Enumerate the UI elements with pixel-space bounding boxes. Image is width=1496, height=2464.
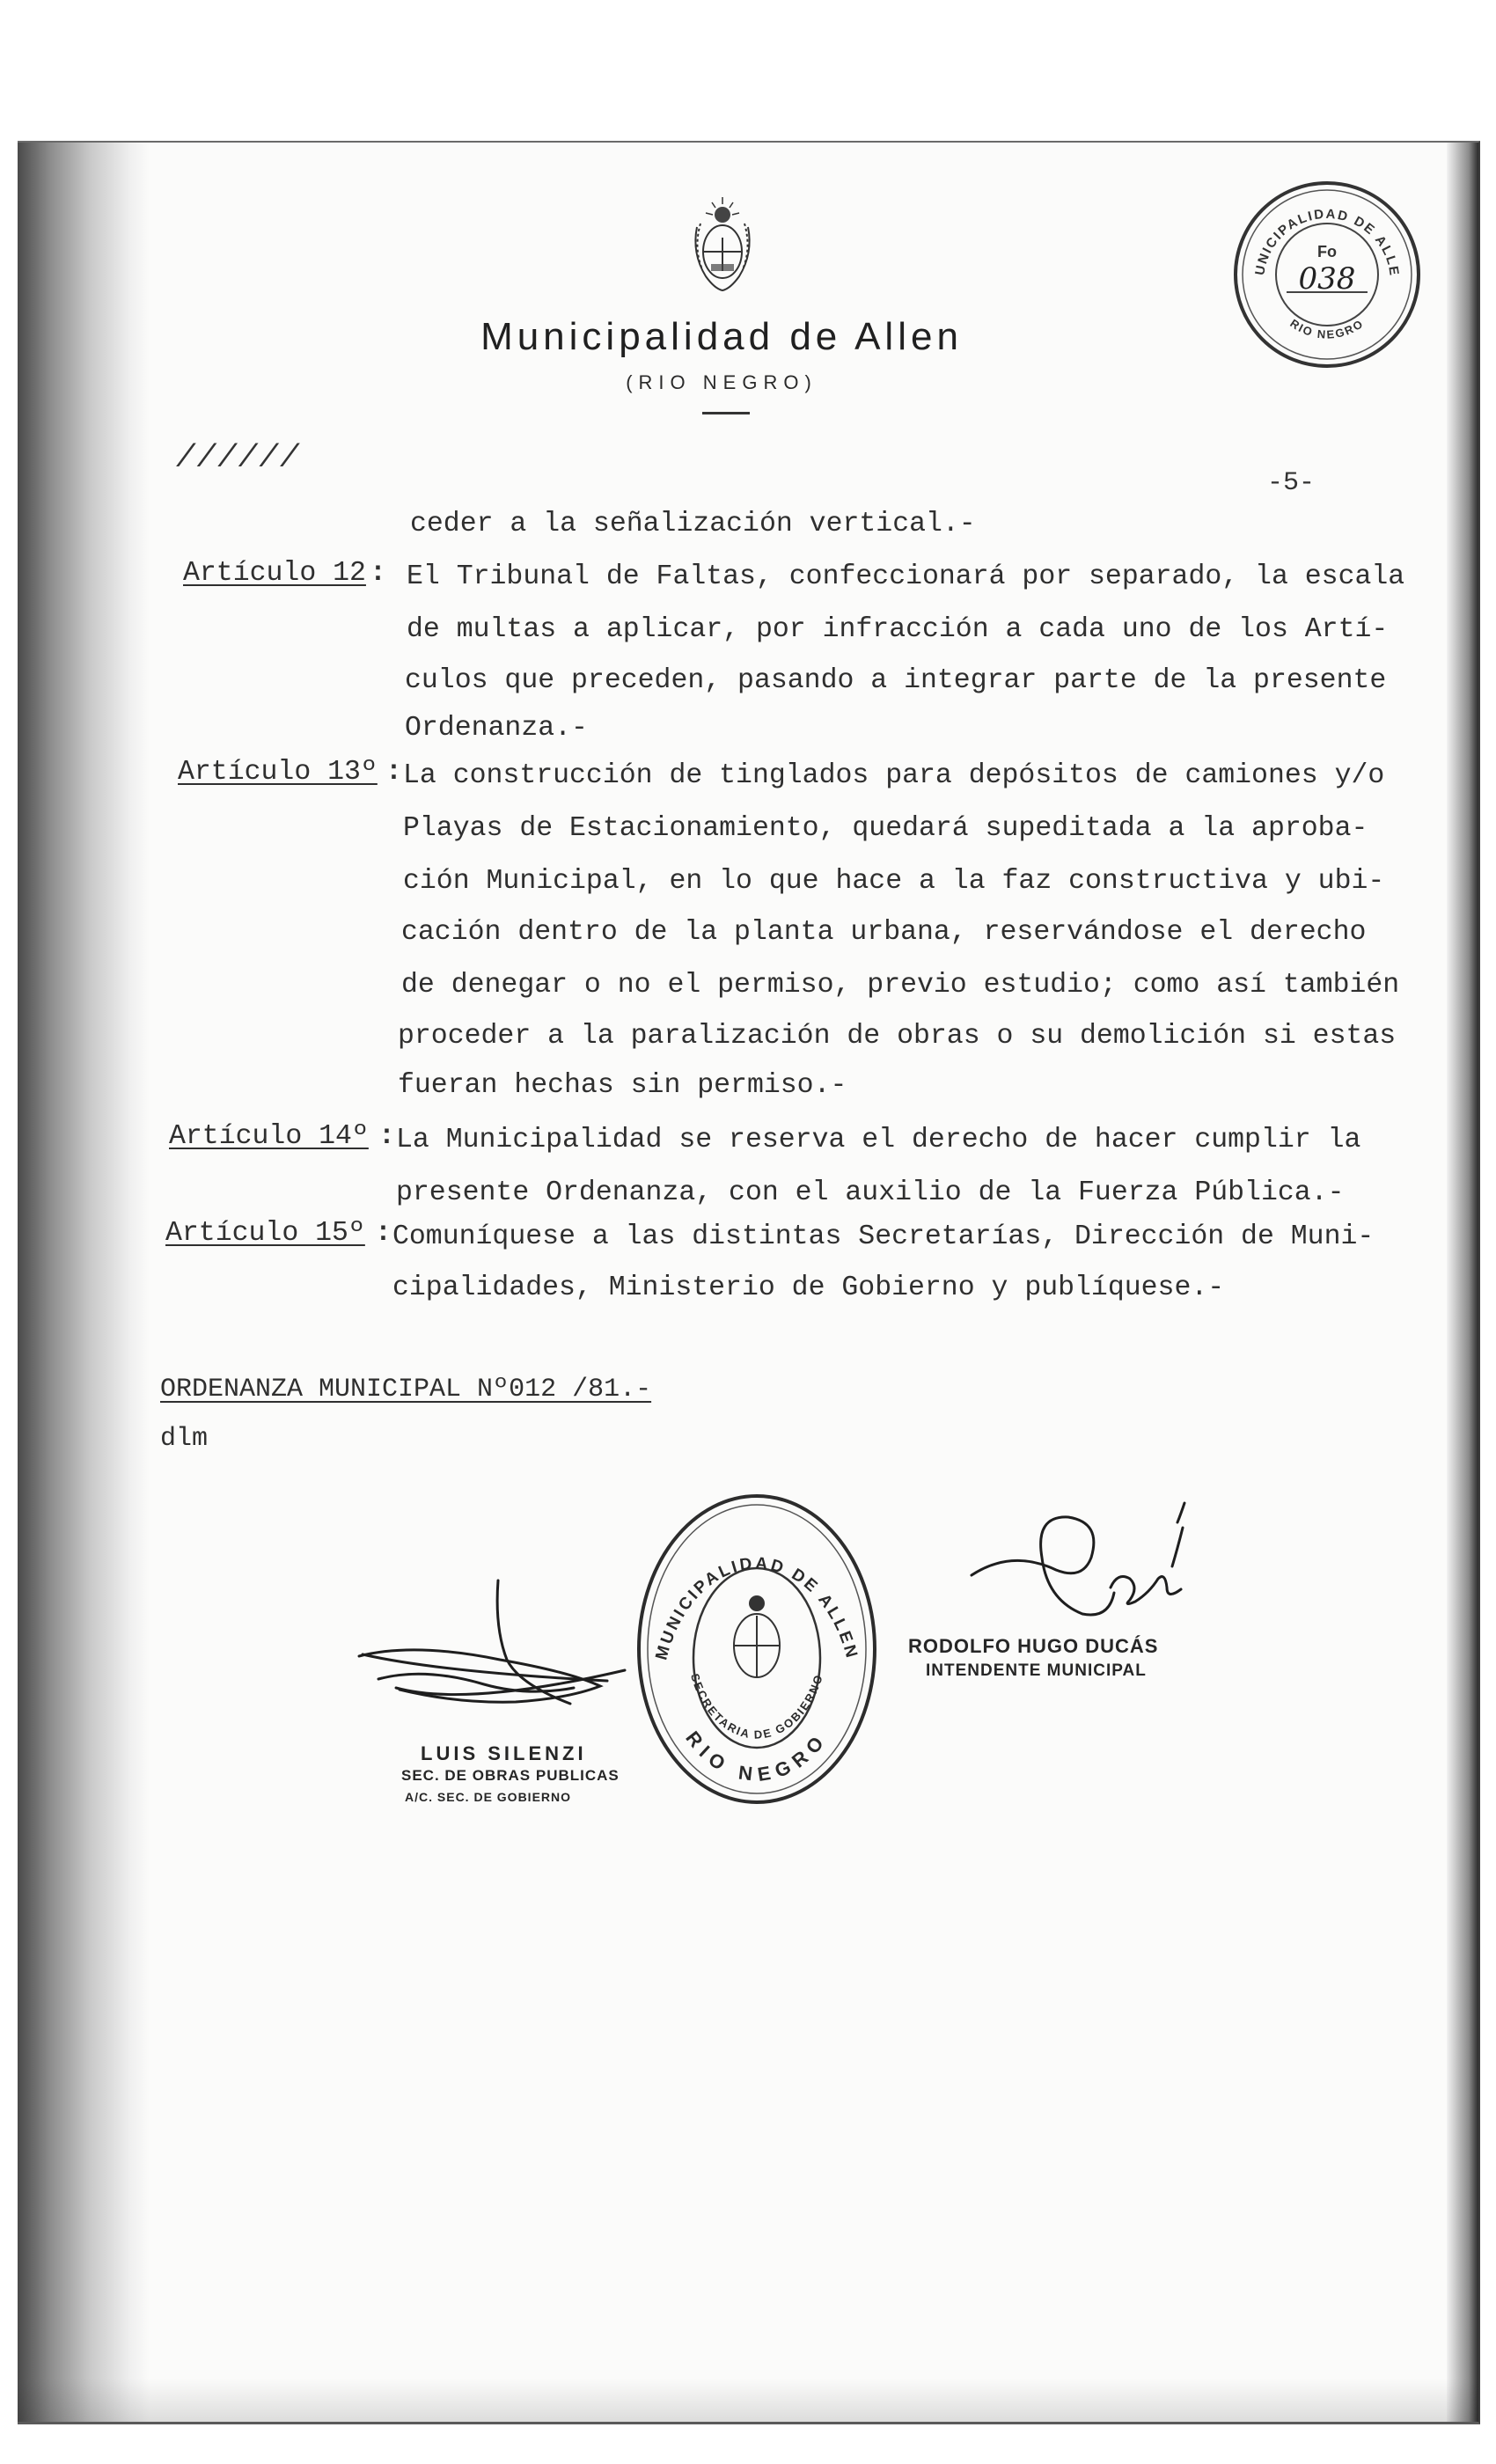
seal-inner-text: SECRETARIA DE GOBIERNO bbox=[687, 1671, 826, 1742]
signature-ducas bbox=[950, 1496, 1214, 1646]
body-line: La Municipalidad se reserva el derecho de hacer cumplir la bbox=[396, 1125, 1361, 1155]
signatory-title-right: INTENDENTE MUNICIPAL bbox=[926, 1661, 1147, 1680]
body-line: presente Ordenanza, con el auxilio de la Fuerza Pública.- bbox=[396, 1177, 1345, 1208]
body-line: proceder a la paralización de obras o su demolición si estas bbox=[398, 1021, 1397, 1052]
article-colon: : bbox=[375, 1218, 392, 1249]
body-line: ceder a la señalización vertical.- bbox=[410, 509, 976, 539]
article-colon: : bbox=[378, 1121, 395, 1152]
typist-initials: dlm bbox=[160, 1424, 209, 1454]
binding-shadow bbox=[18, 143, 150, 2422]
body-line: de denegar o no el permiso, previo estudio; como así también bbox=[401, 970, 1400, 1001]
body-line: cación dentro de la planta urbana, reservándose el derecho bbox=[401, 917, 1367, 948]
seal-outer-text: MUNICIPALIDAD DE ALLEN bbox=[652, 1554, 862, 1662]
folio-bottom-text: RIO NEGRO bbox=[1287, 316, 1367, 341]
article-13-label: Artículo 13º bbox=[178, 757, 378, 788]
signatory-name-right: RODOLFO HUGO DUCÁS bbox=[908, 1635, 1159, 1657]
continuation-marks: ////// bbox=[176, 440, 301, 476]
article-12-label: Artículo 12 bbox=[183, 558, 366, 589]
municipality-title: Municipalidad de Allen bbox=[480, 315, 963, 358]
article-colon: : bbox=[370, 558, 386, 589]
page-bottom-shadow bbox=[18, 2378, 1478, 2422]
folio-label: Fo bbox=[1317, 243, 1337, 260]
body-line: Ordenanza.- bbox=[405, 713, 588, 744]
svg-text:RIO NEGRO bbox=[1287, 317, 1366, 341]
body-line: cipalidades, Ministerio de Gobierno y publíquese.- bbox=[392, 1272, 1225, 1303]
signatory-name-left: LUIS SILENZI bbox=[421, 1742, 587, 1764]
folio-ring-text: UNICIPALIDAD DE ALLE bbox=[1252, 206, 1402, 278]
folio-number: 038 bbox=[1298, 261, 1356, 297]
ordinance-number: ORDENANZA MUNICIPAL Nº012 /81.- bbox=[160, 1375, 652, 1404]
coat-of-arms-icon bbox=[685, 192, 760, 297]
seal-bottom-text: RIO NEGRO bbox=[681, 1727, 832, 1786]
body-line: de multas a aplicar, por infracción a cada uno de los Artí- bbox=[407, 614, 1389, 645]
folio-stamp-graphic bbox=[1230, 178, 1424, 371]
svg-text:SECRETARIA DE GOBIERNO bbox=[688, 1672, 825, 1742]
page-edge-shadow bbox=[1447, 143, 1478, 2422]
body-line: Comuníquese a las distintas Secretarías, Dirección de Muni- bbox=[392, 1221, 1375, 1252]
article-colon: : bbox=[385, 757, 402, 788]
secretaria-seal bbox=[634, 1491, 880, 1808]
page-number: -5- bbox=[1267, 468, 1316, 498]
body-line: La construcción de tinglados para depósitos de camiones y/o bbox=[403, 760, 1385, 791]
province-subtitle: (RIO NEGRO) bbox=[626, 371, 818, 393]
seal-graphic bbox=[634, 1491, 880, 1808]
body-line: culos que preceden, pasando a integrar parte de la presente bbox=[405, 665, 1387, 696]
signatory-title2-left: A/C. SEC. DE GOBIERNO bbox=[405, 1790, 572, 1804]
signatory-title-left: SEC. DE OBRAS PUBLICAS bbox=[401, 1767, 620, 1784]
article-14-label: Artículo 14º bbox=[169, 1121, 369, 1152]
body-line: El Tribunal de Faltas, confeccionará por separado, la escala bbox=[407, 561, 1405, 592]
header-divider bbox=[702, 412, 750, 414]
folio-stamp bbox=[1230, 178, 1424, 371]
body-line: Playas de Estacionamiento, quedará supeditada a la aproba- bbox=[403, 813, 1368, 844]
body-line: fueran hechas sin permiso.- bbox=[398, 1070, 847, 1101]
article-15-label: Artículo 15º bbox=[165, 1218, 365, 1249]
body-line: ción Municipal, en lo que hace a la faz constructiva y ubi- bbox=[403, 866, 1385, 897]
signature-silenzi bbox=[343, 1575, 642, 1751]
